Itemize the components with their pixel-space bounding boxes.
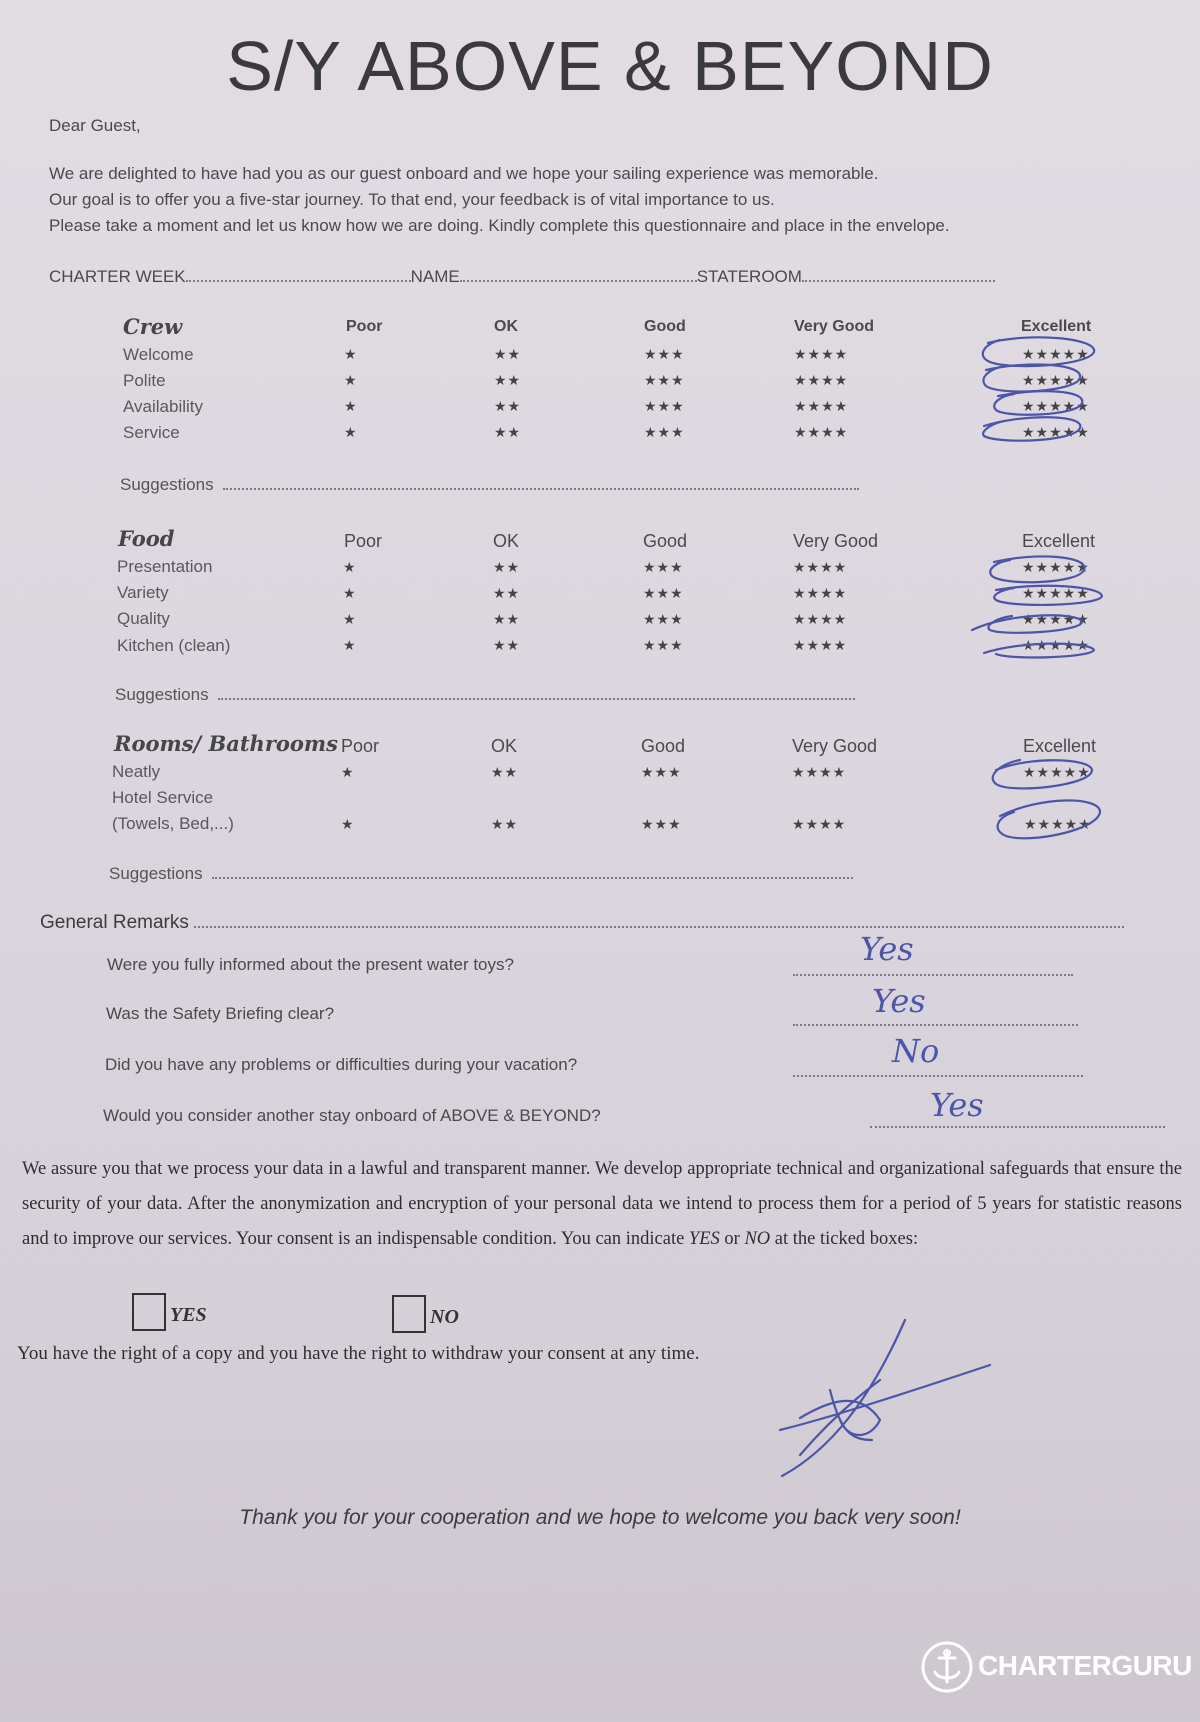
rating-star-3[interactable]: ★★★ [644,398,685,414]
question-safety-briefing: Was the Safety Briefing clear? [106,1004,335,1023]
stateroom-label: STATEROOM [696,267,802,286]
answer-water-toys: Yes [860,930,914,968]
rooms-col-good: Good [641,736,686,756]
rating-star-4[interactable]: ★★★★ [793,559,848,575]
rating-star-1[interactable]: ★ [341,764,355,780]
rating-star-1[interactable]: ★ [344,372,358,388]
rooms-col-excellent: Excellent [1023,736,1097,756]
consent-tail: at the ticked boxes: [774,1229,919,1249]
crew-suggestions-label: Suggestions [120,475,214,494]
food-col-excellent: Excellent [1022,531,1096,551]
rating-star-5[interactable]: ★★★★★ [1022,559,1090,575]
rating-star-2[interactable]: ★★ [493,559,521,575]
rating-star-4[interactable]: ★★★★ [793,611,848,627]
food-col-very-good: Very Good [793,531,879,551]
rating-star-3[interactable]: ★★★ [643,559,684,575]
question-another-stay: Would you consider another stay onboard of ABOVE & BEYOND? [103,1106,601,1125]
consent-yes-word: YES [688,1229,720,1249]
intro-line-2: Our goal is to offer you a five-star journey. To that end, your feedback is of vital importance to us. [49,190,775,209]
rooms-suggestions-label: Suggestions [109,864,203,883]
intro-line-3: Please take a moment and let us know how we are doing. Kindly complete this questionnaire and place in the envelope. [49,216,950,235]
rating-star-3[interactable]: ★★★ [641,764,682,780]
charter-week-label: CHARTER WEEK [49,267,186,286]
excellent-circle-mark [972,615,1082,633]
crew-col-very-good: Very Good [794,318,875,335]
excellent-circle-mark [998,800,1100,838]
rating-star-5[interactable]: ★★★★★ [1022,346,1090,362]
excellent-circle-mark [983,337,1094,366]
rating-star-3[interactable]: ★★★ [643,585,684,601]
rooms-item-neatly: Neatly [112,762,161,781]
rooms-item-hotel-service: Hotel Service [112,788,214,807]
thank-you-message: Thank you for your cooperation and we hope to welcome you back very soon! [239,1506,961,1529]
rating-star-1[interactable]: ★ [344,346,358,362]
rating-star-3[interactable]: ★★★ [641,816,682,832]
crew-section-title: Crew [123,314,183,339]
excellent-circle-mark [984,644,1094,658]
food-item-kitchen: Kitchen (clean) [117,636,231,655]
excellent-circle-mark [983,364,1080,391]
consent-no-word: NO [744,1229,771,1249]
rating-star-1[interactable]: ★ [343,611,357,627]
rating-star-3[interactable]: ★★★ [643,637,684,653]
food-suggestions-label: Suggestions [115,685,209,704]
rating-star-2[interactable]: ★★ [494,398,522,414]
anchor-logo-icon [920,1640,974,1694]
answer-safety-briefing: Yes [872,982,926,1020]
rating-star-5[interactable]: ★★★★★ [1022,637,1090,653]
rating-star-5[interactable]: ★★★★★ [1022,398,1090,414]
excellent-circle-mark [993,760,1092,788]
document-title: S/Y ABOVE & BEYOND [226,27,994,105]
rating-star-3[interactable]: ★★★ [644,424,685,440]
rating-star-3[interactable]: ★★★ [644,372,685,388]
rating-star-2[interactable]: ★★ [494,372,522,388]
rating-star-1[interactable]: ★ [341,816,355,832]
rating-star-5[interactable]: ★★★★★ [1022,585,1090,601]
excellent-circle-mark [990,556,1084,582]
rating-star-2[interactable]: ★★ [494,346,522,362]
food-item-variety: Variety [117,583,169,602]
signature-mark [780,1320,990,1476]
rating-star-5[interactable]: ★★★★★ [1022,611,1090,627]
excellent-circle-mark [983,417,1080,440]
excellent-circle-mark [994,391,1082,414]
excellent-circle-mark [994,586,1102,605]
rating-star-5[interactable]: ★★★★★ [1024,816,1092,832]
greeting: Dear Guest, [49,116,141,135]
crew-col-excellent: Excellent [1021,318,1092,335]
rating-star-2[interactable]: ★★ [491,764,519,780]
rating-star-1[interactable]: ★ [343,559,357,575]
crew-item-service: Service [123,423,180,442]
rating-star-4[interactable]: ★★★★ [794,372,849,388]
rating-star-1[interactable]: ★ [344,398,358,414]
question-water-toys: Were you fully informed about the present water toys? [107,955,514,974]
food-col-good: Good [643,531,688,551]
food-col-ok: OK [493,531,520,551]
answer-another-stay: Yes [930,1086,984,1124]
crew-col-good: Good [644,318,686,335]
rating-star-1[interactable]: ★ [343,637,357,653]
rating-star-2[interactable]: ★★ [493,585,521,601]
question-problems: Did you have any problems or difficulties during your vacation? [105,1055,578,1074]
crew-item-availability: Availability [123,397,204,416]
rooms-item-towels-bed: (Towels, Bed,...) [112,814,234,833]
rating-star-5[interactable]: ★★★★★ [1023,764,1091,780]
name-label: NAME [410,267,460,286]
food-item-presentation: Presentation [117,557,213,576]
consent-yes-label: YES [170,1304,207,1326]
rating-star-2[interactable]: ★★ [493,611,521,627]
rating-star-4[interactable]: ★★★★ [792,764,847,780]
rating-star-3[interactable]: ★★★ [643,611,684,627]
crew-item-welcome: Welcome [123,345,194,364]
rating-star-5[interactable]: ★★★★★ [1022,424,1090,440]
rating-star-4[interactable]: ★★★★ [793,637,848,653]
rating-star-4[interactable]: ★★★★ [793,585,848,601]
consent-no-label: NO [430,1306,459,1328]
food-item-quality: Quality [117,609,170,628]
rating-star-3[interactable]: ★★★ [644,346,685,362]
rooms-col-ok: OK [491,736,518,756]
food-section-title: Food [118,526,175,551]
consent-text: We assure you that we process your data in a lawful and transparent manner. We develop appropriate technical and organizational safeguards that ensure the security of your data. After the anonymization and encryption of your personal data we intend to process them for a period of 5 years for statistic reasons and to improve our services. Your consent is an indispensable condition. You can indicate [22,1159,1182,1249]
rating-star-5[interactable]: ★★★★★ [1022,372,1090,388]
intro-line-1: We are delighted to have had you as our guest onboard and we hope your sailing experience was memorable. [49,164,879,183]
rooms-section-title: Rooms/ Bathrooms [114,731,338,756]
rating-star-4[interactable]: ★★★★ [794,424,849,440]
rooms-col-very-good: Very Good [792,736,878,756]
answer-problems: No [892,1032,940,1070]
general-remarks-label: General Remarks [40,912,189,933]
crew-col-ok: OK [494,318,518,335]
rating-star-2[interactable]: ★★ [494,424,522,440]
rooms-col-poor: Poor [341,736,380,756]
food-col-poor: Poor [344,531,383,551]
rating-star-2[interactable]: ★★ [491,816,519,832]
brand-watermark: CHARTERGURU [978,1650,1192,1681]
rating-star-2[interactable]: ★★ [493,637,521,653]
rating-star-1[interactable]: ★ [344,424,358,440]
crew-col-poor: Poor [346,318,383,335]
rating-star-4[interactable]: ★★★★ [794,398,849,414]
crew-item-polite: Polite [123,371,166,390]
rating-star-4[interactable]: ★★★★ [794,346,849,362]
withdraw-text: You have the right of a copy and you have the right to withdraw your consent at any time. [17,1343,700,1364]
consent-or-word: or [724,1229,740,1249]
rating-star-4[interactable]: ★★★★ [792,816,847,832]
rating-star-1[interactable]: ★ [343,585,357,601]
